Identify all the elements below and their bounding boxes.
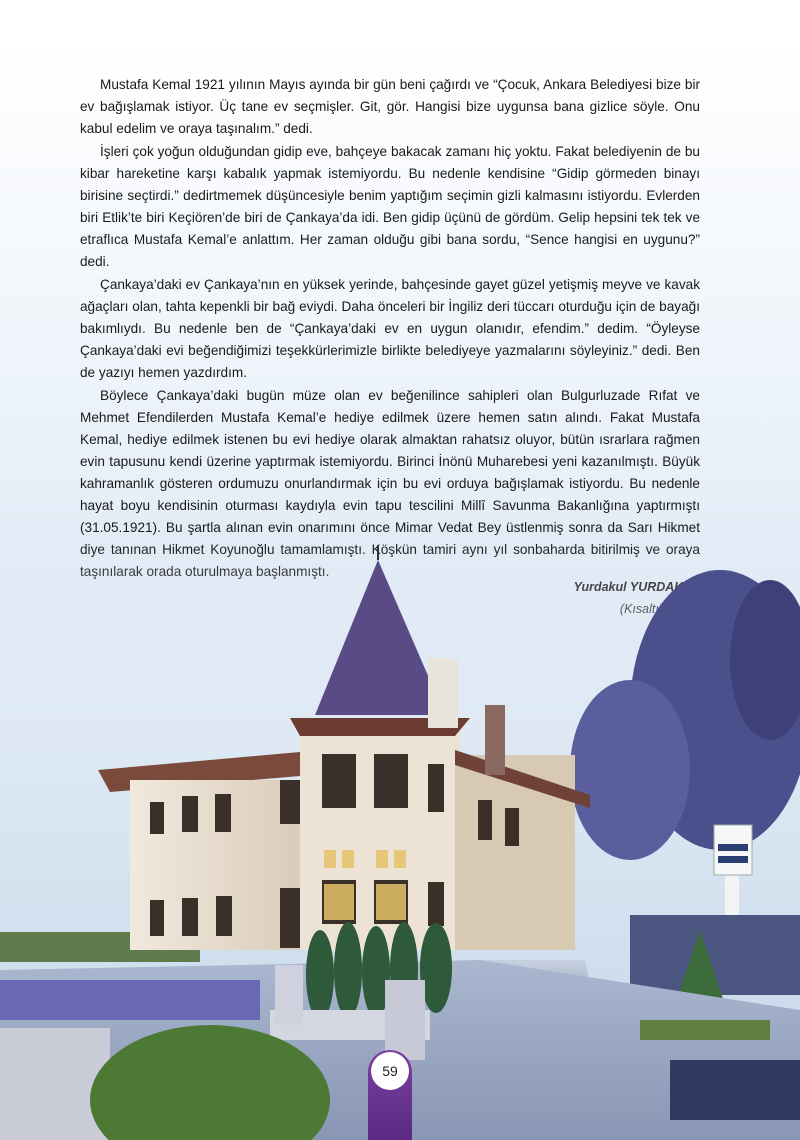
paragraph-1: Mustafa Kemal 1921 yılının Mayıs ayında bir gün beni çağırdı ve “Çocuk, Ankara Belediyesi bize bir ev bağışlamak istiyor. Üç tane ev seçmişler. Git, gör. Hangisi bize uygunsa bana gizlice söyle. Onu kabul edelim ve oraya taşınalım.” dedi. [80,77,700,136]
paragraph-2: İşleri çok yoğun olduğundan gidip eve, bahçeye bakacak zamanı hiç yoktu. Fakat belediyenin de bu kibar hareketine karşı kabalık yapmak istemiyordu. Bu nedenle kendisine “Gidip görmeden binayı birisine seçtirdi.” dedirtmemek düşüncesiyle benim yaptığım seçimin gizli kalmasını istiyordu. Evlerden biri Etlik’te biri Keçiören’de biri de Çankaya’da idi. Ben gidip üçünü de gördüm. Gelip hepsini tek tek ve etraflıca Mustafa Kemal’e anlattım. Her zaman olduğu gibi bana sordu, “Sence hangisi en uygunu?” dedi. [80,144,700,269]
article-text [80,74,700,584]
page-number: 59 [373,1054,407,1088]
paragraph-3: Çankaya’daki ev Çankaya’nın en yüksek yerinde, bahçesinde gayet güzel yetişmiş meyve ve kavak ağaçları olan, tahta kepenkli bir bağ eviydi. Daha önceleri bir İngiliz deri tüccarı oturduğu için de bayağı bakımlıydı. Bu nedenle ben de “Çankaya’daki ev en uygun olanıdır, efendim.” dedim. “Öyleyse Çankaya’daki evi beğendiğimizi teşekkürlerimizle birlikte belediyeye yazmalarını söyleyiniz.” dedi. Ben de yazıyı hemen yazdırdım. [80,277,700,380]
paragraph-4: Böylece Çankaya’daki bugün müze olan ev beğenilince sahipleri olan Bulgurluzade Rıfat ve Mehmet Efendilerden Mustafa Kemal’e hediye edilmek üzere hemen satın alındı. Fakat Mustafa Kemal, hediye edilmek istenen bu evi hediye olarak almaktan rahatsız oluyor, bütün ısrarlara rağmen evin tapusunu kendi üzerine yaptırmak istemiyordu. Birinci İnönü Muharebesi yeni kazanılmıştı. Büyük kahramanlık gösteren ordumuzu onurlandırmak için bu evi orduya bağışlamak istiyordu. Bu nedenle hayat boyu kendisinin oturması kaydıyla evin tapu tescilini Millî Savunma Bakanlığına yaptırmıştı (31.05.1921). Bu şartla alınan evin onarımını önce Mimar Vedat Bey üstlenmiş sonra da Sarı Hikmet [80,388,700,535]
cankaya-mansion-photo [0,540,800,1140]
